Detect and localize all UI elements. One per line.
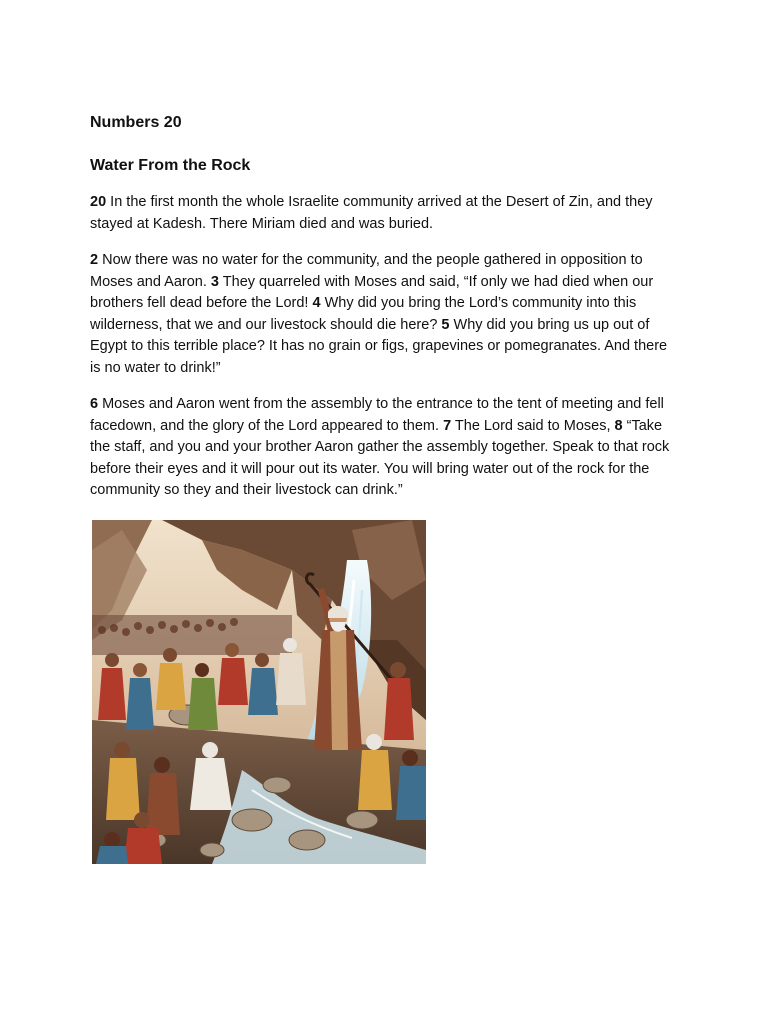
verse-number: 7 bbox=[443, 417, 452, 434]
chapter-title: Numbers 20 bbox=[90, 114, 182, 131]
moses-water-from-rock-illustration bbox=[92, 520, 426, 864]
paragraph-3 bbox=[90, 394, 680, 502]
verse-number: 3 bbox=[210, 273, 219, 290]
verse-number: 2 bbox=[90, 252, 99, 268]
paragraph-1 bbox=[90, 192, 680, 235]
verse-text: The Lord said to Moses, bbox=[451, 417, 615, 434]
verse-text: Why did you bring us up out of Egypt to this terrible place? It has no grain or figs, grapevines or pomegranates. And there is no water to drink!” bbox=[90, 316, 668, 376]
verse-text: “Take the staff, and you and your brother Aaron gather the assembly together. Speak to that rock before their eyes and it will pour out its water. You will bring water out of the rock for the community so they and their livestock can drink.” bbox=[90, 417, 670, 499]
verse-number: 8 bbox=[614, 417, 623, 434]
verse-text: Why did you bring the Lord’s community into this wilderness, that we and our livestock should die here? bbox=[90, 295, 637, 333]
verse-text: Now there was no water for the community, and the people gathered in opposition to Moses and Aaron. bbox=[90, 252, 643, 290]
verse-text: In the first month the whole Israelite community arrived at the Desert of Zin, and they stayed at Kadesh. There Miriam died and was buried. bbox=[90, 194, 653, 232]
section-heading: Water From the Rock bbox=[90, 157, 251, 174]
verse-number: 4 bbox=[312, 295, 321, 312]
verse-text: Moses and Aaron went from the assembly to the entrance to the tent of meeting and fell facedown, and the glory of the Lord appeared to them. bbox=[90, 396, 664, 434]
verse-number: 5 bbox=[441, 316, 450, 333]
paragraph-2 bbox=[90, 250, 680, 380]
verse-number: 6 bbox=[90, 396, 99, 412]
illustration-artwork bbox=[92, 520, 426, 864]
verse-text: They quarreled with Moses and said, “If only we had died when our brothers fell dead before the Lord! bbox=[90, 273, 654, 312]
verse-number: 20 bbox=[90, 194, 107, 210]
